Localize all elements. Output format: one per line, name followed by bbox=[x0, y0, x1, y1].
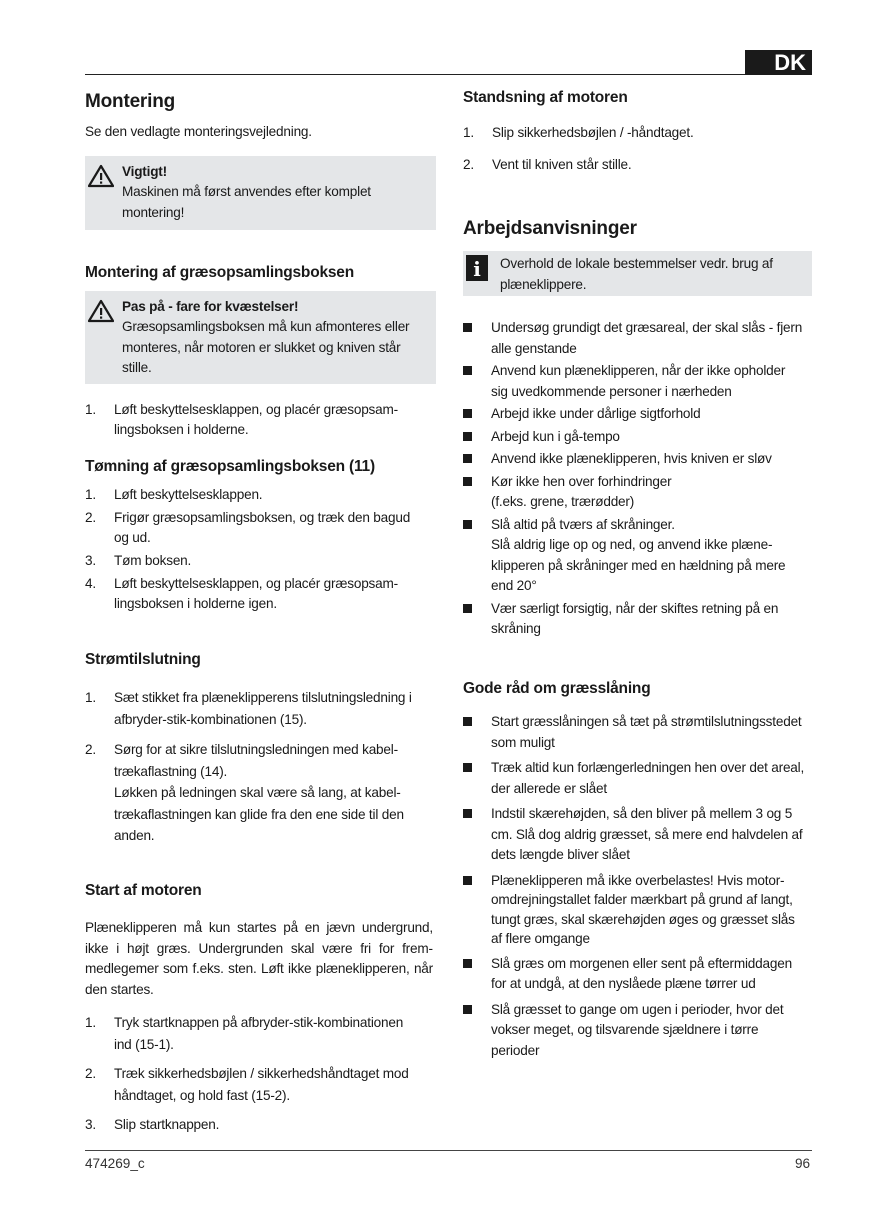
list-item: Træk altid kun forlængerledningen hen over det areal, der allerede er slået bbox=[463, 758, 808, 799]
list-item: 1. Løft beskyttelsesklappen. bbox=[85, 487, 263, 502]
list-item: Plæneklipperen må ikke overbelastes! Hvis motoromdrejningstallet falder mærkbart på grund af langt, tungt græs, skal skærehøjden øges og græsset slås af flere omgange bbox=[463, 871, 808, 949]
page-number: 96 bbox=[795, 1156, 811, 1171]
list-item: Arbejd ikke under dårlige sigtforhold bbox=[463, 404, 803, 425]
list-item: Start græsslåningen så tæt på strømtilslutningsstedet som muligt bbox=[463, 712, 808, 753]
list-item: 1. Løft beskyttelsesklappen, og placér græsopsamlingsboksen i holderne. bbox=[85, 402, 399, 437]
list-item: Vær særligt forsigtig, når der skiftes retning på en skråning bbox=[463, 599, 803, 640]
section-title-arbejd: Arbejdsanvisninger bbox=[463, 218, 637, 239]
montering-intro: Se den vedlagte monteringsvejledning. bbox=[85, 124, 312, 139]
arbejd-bullets bbox=[463, 318, 803, 640]
info-box bbox=[463, 251, 812, 296]
document-code: 474269_c bbox=[85, 1156, 145, 1171]
warning-text: Græsopsamlingsboksen må kun afmonteres eller monteres, når motoren er slukket og kniven står stille. bbox=[122, 319, 410, 375]
section-title-standsning: Standsning af motoren bbox=[463, 89, 628, 106]
list-item: 2. Sørg for at sikre tilslutningsledningen med kabeltrækaflastning (14). Løkken på ledningen skal være så lang, at kabeltrækaflastningen kan glide fra den ene side til den anden. bbox=[85, 742, 404, 843]
list-item: Slå altid på tværs af skråninger. Slå aldrig lige op og ned, og anvend ikke plæneklipperen på skråninger med en hældning på mere end 20° bbox=[463, 515, 803, 597]
list-item: 1. Sæt stikket fra plæneklipperens tilslutningsledning i afbryder-stik-kombinationen (15). bbox=[85, 690, 412, 727]
language-badge: DK bbox=[745, 50, 812, 75]
start-steps bbox=[85, 1012, 423, 1136]
list-item: 3. Tøm boksen. bbox=[85, 553, 192, 568]
start-intro: Plæneklipperen må kun startes på en jævn undergrund, ikke i højt græs. Undergrunden skal være fri for fremmedlegemer som f.eks. sten. Løft ikke plæneklipperen, når den startes. bbox=[85, 920, 433, 997]
strom-steps bbox=[85, 687, 423, 847]
tomning-steps bbox=[85, 485, 415, 614]
list-item: Slå græsset to gange om ugen i perioder, hvor det vokser meget, og tilsvarende sjældnere i tørre perioder bbox=[463, 1000, 808, 1062]
list-item: Anvend kun plæneklipperen, når der ikke opholder sig uvedkommende personer i nærheden bbox=[463, 361, 803, 402]
list-item: 2. Vent til kniven står stille. bbox=[463, 157, 632, 172]
warning-text: Maskinen må først anvendes efter komplet montering! bbox=[122, 184, 371, 220]
list-item: 2. Træk sikkerhedsbøjlen / sikkerhedshåndtaget mod håndtaget, og hold fast (15-2). bbox=[85, 1066, 409, 1103]
warning-title: Vigtigt! bbox=[122, 164, 167, 179]
warning-box-vigtigt bbox=[85, 156, 436, 230]
section-title-strom: Strømtilslutning bbox=[85, 651, 201, 668]
warning-triangle-icon bbox=[88, 164, 114, 188]
list-item: 3. Slip startknappen. bbox=[85, 1117, 220, 1132]
warning-triangle-icon bbox=[88, 299, 114, 323]
list-item: 4. Løft beskyttelsesklappen, og placér græsopsamlingsboksen i holderne igen. bbox=[85, 576, 399, 611]
list-item: Undersøg grundigt det græsareal, der skal slås - fjern alle genstande bbox=[463, 318, 803, 359]
header-rule bbox=[85, 74, 745, 75]
info-icon: i bbox=[466, 255, 488, 281]
list-item: Arbejd kun i gå-tempo bbox=[463, 427, 803, 448]
warning-box-kvaestelser bbox=[85, 291, 436, 384]
section-title-start: Start af motoren bbox=[85, 882, 202, 899]
list-item: 1. Slip sikkerhedsbøjlen / -håndtaget. bbox=[463, 125, 694, 140]
footer-rule bbox=[85, 1150, 812, 1151]
list-item: 1. Tryk startknappen på afbryder-stik-kombinationen ind (15-1). bbox=[85, 1015, 404, 1052]
gode-bullets bbox=[463, 712, 808, 1061]
section-title-tomning: Tømning af græsopsamlingsboksen (11) bbox=[85, 458, 375, 475]
list-item: Anvend ikke plæneklipperen, hvis kniven er sløv bbox=[463, 449, 803, 470]
list-item: 2. Frigør græsopsamlingsboksen, og træk den bagud og ud. bbox=[85, 510, 411, 545]
list-item: Indstil skærehøjden, så den bliver på mellem 3 og 5 cm. Slå dog aldrig græsset, så mere end halvdelen af dets længde bliver slået bbox=[463, 804, 808, 866]
info-text: Overhold de lokale bestemmelser vedr. brug af plæneklippere. bbox=[500, 256, 773, 292]
section-title-gode: Gode råd om græsslåning bbox=[463, 680, 651, 697]
section-title-opsamling: Montering af græsopsamlingsboksen bbox=[85, 264, 354, 281]
section-title-montering: Montering bbox=[85, 91, 176, 112]
opsamling-steps bbox=[85, 400, 415, 440]
warning-title: Pas på - fare for kvæstelser! bbox=[122, 299, 299, 314]
standsning-steps bbox=[463, 123, 803, 175]
list-item: Kør ikke hen over forhindringer (f.eks. grene, trærødder) bbox=[463, 472, 803, 513]
list-item: Slå græs om morgenen eller sent på eftermiddagen for at undgå, at den nyslåede plæne tørrer ud bbox=[463, 954, 808, 995]
